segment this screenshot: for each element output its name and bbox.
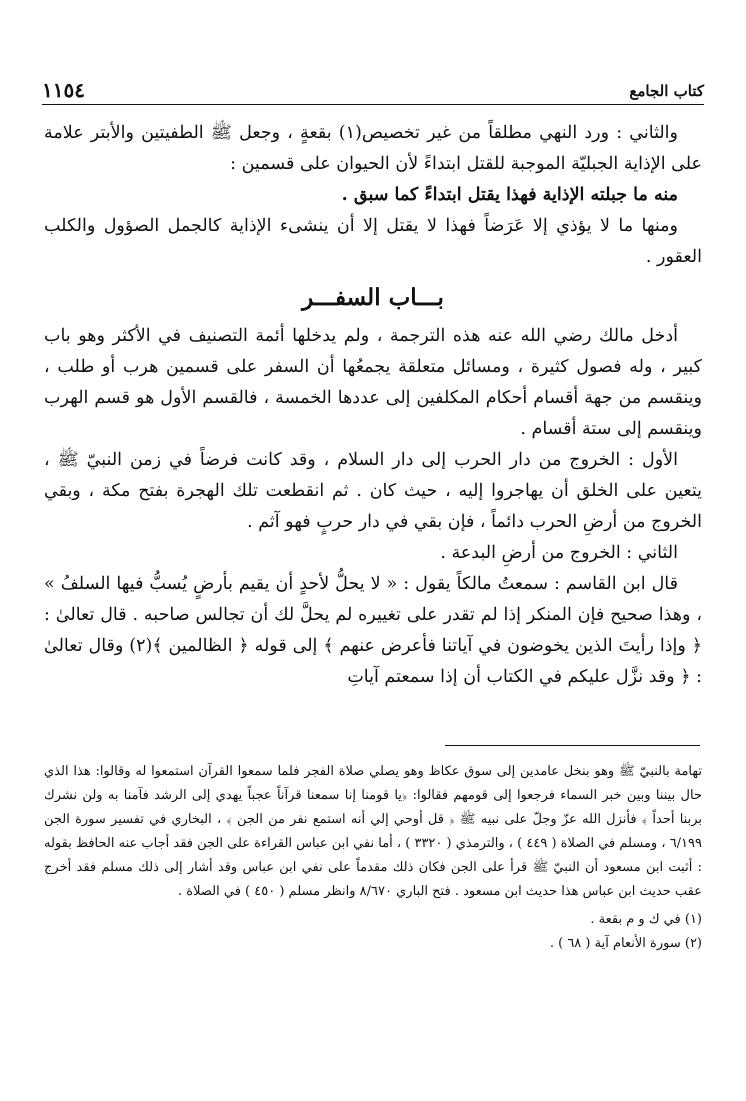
paragraph-accidental-harm: ومنها ما لا يؤذي إلا عَرَضاً فهذا لا يقتل إلا أن ينشىء الإذاية كالجمل الصؤول والكلب العقور . xyxy=(44,216,702,267)
paragraph-second-section: الثاني : الخروج من أرضِ البدعة . xyxy=(440,543,678,563)
paragraph-second-type: والثاني : ورد النهي مطلقاً من غير تخصيص(١) بقعةٍ ، وجعل ﷺ الطفيتين والأبتر علامة على الإذاية الجبليّة الموجبة للقتل ابتداءً لأن الحيوان على قسمين : xyxy=(44,123,702,174)
paragraph-ibn-qasim: قال ابن القاسم : سمعتُ مالكاً يقول : « لا يحلُّ لأحدٍ أن يقيم بأرضٍ يُسبُّ فيها السلفُ » ، وهذا صحيح فإن المنكر إذا لم تقدر على تغييره لم يحلَّ لك أن تجالس صاحبه . قال تعالىٰ : ﴿ وإذا رأيتَ الذين يخوضون في آياتنا فأعرض عنهم ﴾ إلى قوله ﴿ الظالمين ﴾(٢) وقال تعالىٰ : ﴿ وقد نزَّل عليكم في الكتاب أن إذا سمعتم آياتِ xyxy=(44,574,702,687)
paragraph-chapter-intro: أدخل مالك رضي الله عنه هذه الترجمة ، ولم يدخلها أئمة التصنيف في الأكثر وهو باب كبير ، وله فصول كثيرة ، ومسائل متعلقة يجمعُها أن السفر على قسمين هرب أو طلب ، وينقسم من جهة أقسام أحكام المكلفين إلى عددها الخمسة ، فالقسم الأول هو قسم الهرب وينقسم إلى ستة أقسام . xyxy=(44,326,702,439)
footnote-continuation: تهامة بالنبيّ ﷺ وهو بنخل عامدين إلى سوق عكاظ وهو يصلي صلاة الفجر فلما سمعوا القرآن استمعوا له وقالوا: هذا الذي حال بيننا وبين خبر السماء فرجعوا إلى قومهم فقالوا: ﴿يا قومنا إنا سمعنا قرآناً عجباً يهدي إلى الرشد فآمنا به ولن نشرك بربنا أحداً ﴾ فأنزل الله عزّ وجلّ على نبيه ﷺ ﴿ قل أوحي إلي أنه استمع نفر من الجن ﴾ ، البخاري في تفسير سورة الجن ٦/١٩٩ ، ومسلم في الصلاة ( ٤٤٩ ) ، والترمذي ( ٣٣٢٠ ) ، أما نفي ابن عباس القراءة على الجن فقد أجاب عنه الحافظ بقوله : أثبت ابن مسعود أن النبيّ ﷺ قرأ على الجن فكان ذلك مقدماً على نفي ابن عباس وقد أشار إلى ذلك مسلم فقد أخرج عقب حديث ابن عباس هذا حديث ابن مسعود . فتح الباري ٨/٦٧٠ وانظر مسلم ( ٤٥٠ ) في الصلاة . xyxy=(44,764,702,899)
page-header xyxy=(42,74,704,105)
main-text xyxy=(44,118,702,693)
footnote-1: (١) في ك و م بقعة . xyxy=(590,912,702,927)
paragraph-first-section: الأول : الخروج من دار الحرب إلى دار السلام ، وقد كانت فرضاً في زمن النبيّ ﷺ ، يتعين على الخلق أن يهاجروا إليه ، حيث كان . ثم انقطعت تلك الهجرة بفتح مكة ، وبقي الخروج من أرضِ الحرب دائماً ، فإن بقي في دار حربٍ فهو آثم . xyxy=(44,450,702,532)
running-title: كتاب الجامع xyxy=(629,82,704,100)
footnote-divider xyxy=(445,745,700,746)
footnotes xyxy=(44,760,702,956)
page-number: ١١٥٤ xyxy=(42,78,85,102)
chapter-title: بـــاب السفـــر xyxy=(302,284,444,311)
footnote-2: (٢) سورة الأنعام آية ( ٦٨ ) . xyxy=(549,936,702,951)
paragraph-innate-harm: منه ما جبلته الإذاية فهذا يقتل ابتداءً كما سبق . xyxy=(341,185,678,205)
